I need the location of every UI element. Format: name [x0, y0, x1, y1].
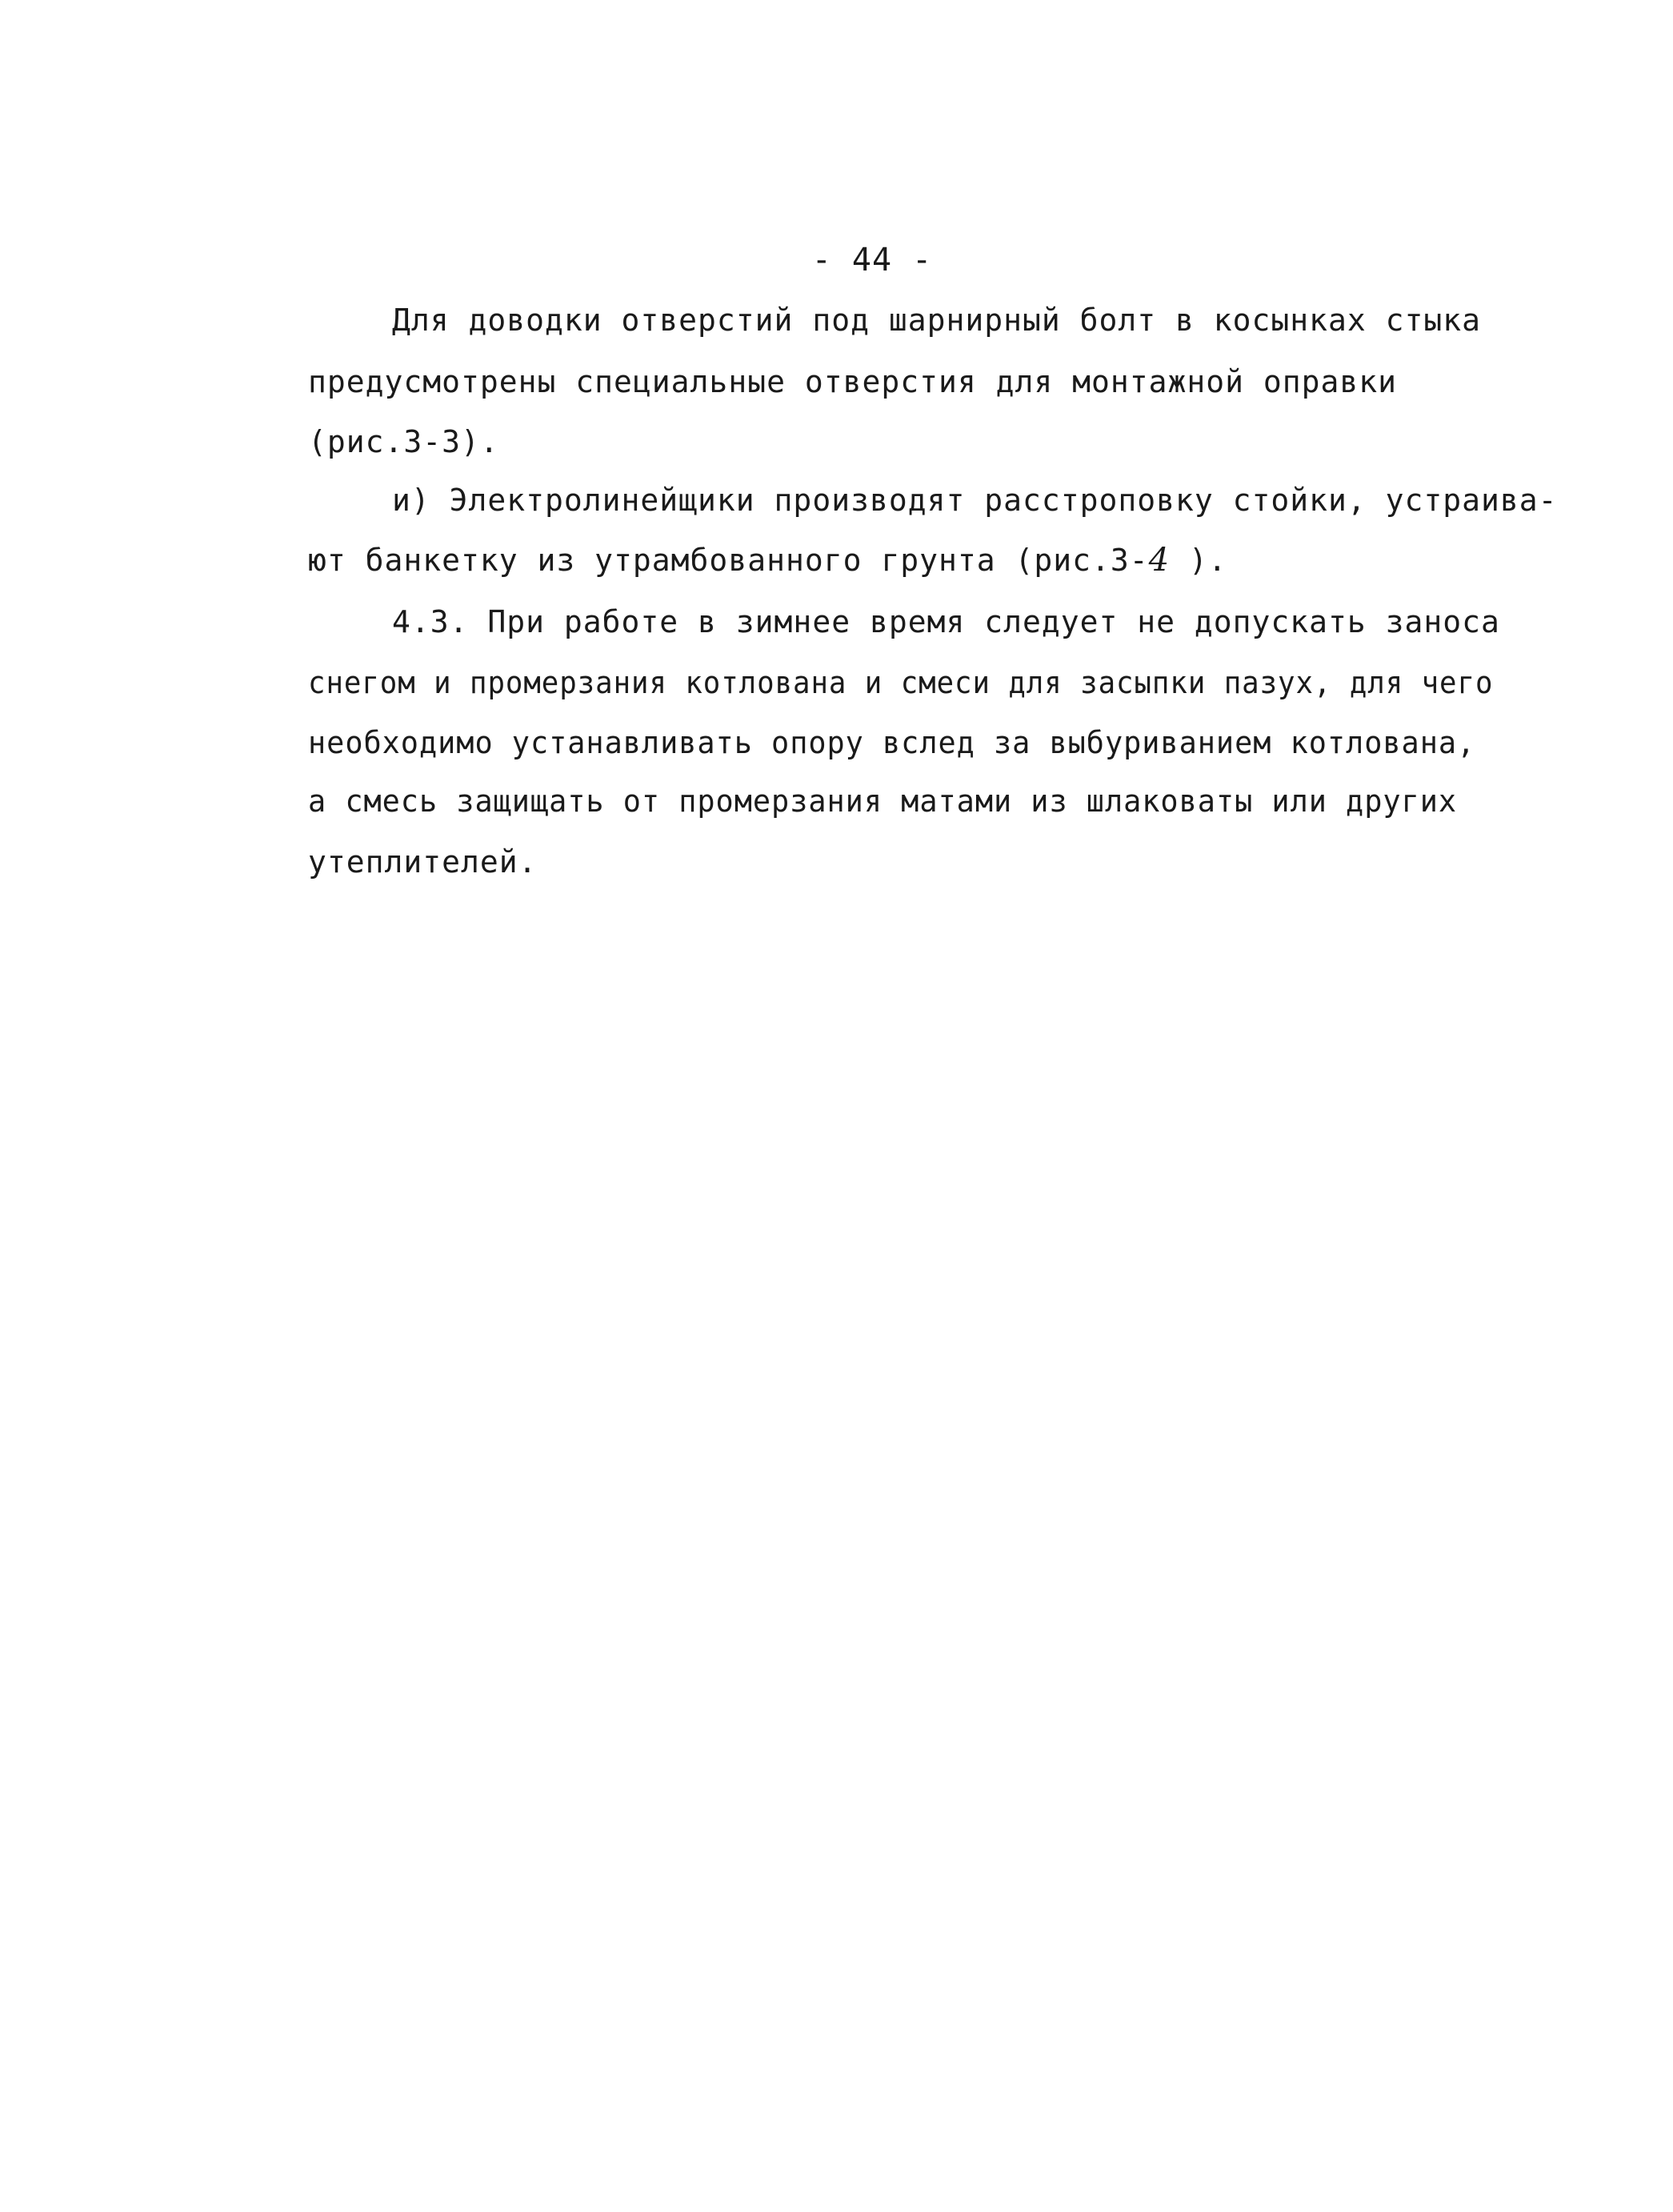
- text-line: утеплителей.: [308, 844, 538, 880]
- text-line: (рис.3-3).: [308, 424, 499, 459]
- text-segment: ).: [1170, 543, 1227, 578]
- text-segment: ют банкетку из утрамбованного грунта (рис.3-: [308, 543, 1149, 578]
- text-line: предусмотрены специальные отверстия для монтажной оправки: [308, 364, 1398, 399]
- text-line: необходимо устанавливать опору вслед за выбуриванием котлована,: [308, 725, 1476, 760]
- text-line: 4.3. При работе в зимнее время следует не допускать заноса: [392, 604, 1500, 639]
- text-line: Для доводки отверстий под шарнирный болт в косынках стыка: [392, 303, 1482, 338]
- text-line: снегом и промерзания котлована и смеси для засыпки пазух, для чего: [308, 665, 1494, 700]
- text-line: а смесь защищать от промерзания матами из шлаковаты или других: [308, 783, 1458, 819]
- handwritten-digit: 4: [1148, 542, 1171, 579]
- text-line: и) Электролинейщики производят расстроповку стойки, устраива-: [392, 483, 1558, 518]
- page-number: - 44 -: [811, 242, 933, 279]
- text-line-with-handwriting: [308, 540, 1227, 580]
